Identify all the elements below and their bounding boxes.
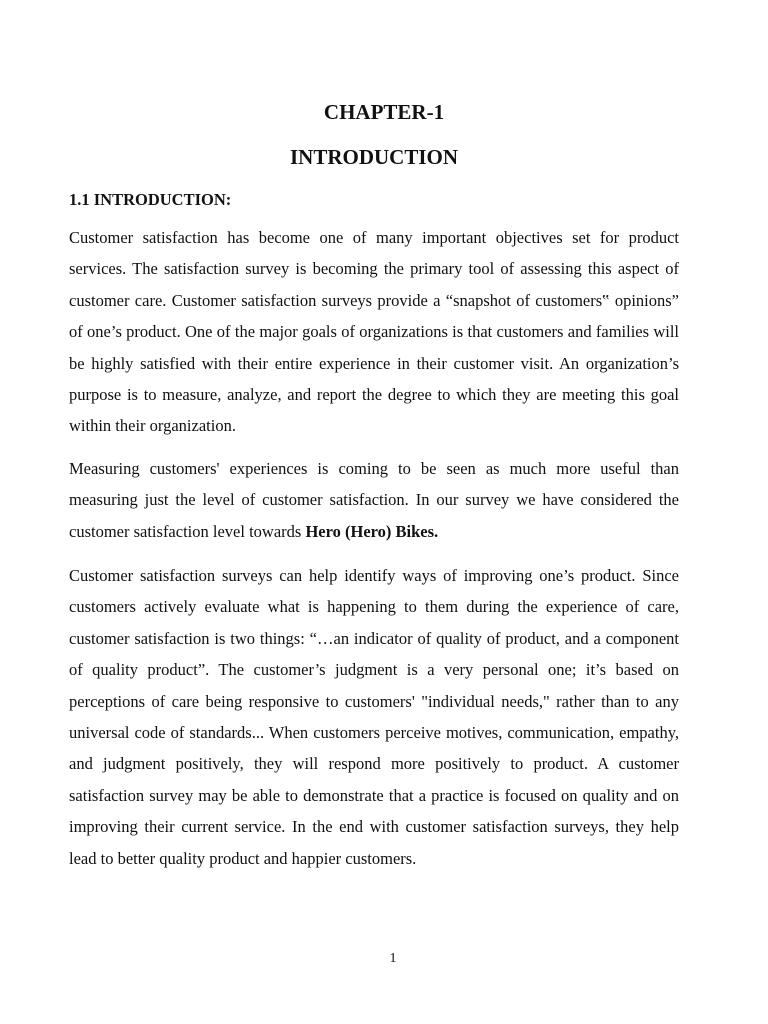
paragraph-2-bold-text: Hero (Hero) Bikes. [305,521,439,541]
section-heading: 1.1 INTRODUCTION: [69,190,232,209]
paragraph-2 [69,453,679,547]
paragraph-3: Customer satisfaction surveys can help identify ways of improving one’s product. Since customers actively evaluate what is happening to them during the experience of care, customer satisfaction is two things: “…an indicator of quality of product, and a component of quality product”. The customer’s judgment is a very personal one; it’s based on perceptions of care being responsive to customers' "individual needs," rather than to any universal code of standards... When customers perceive motives, communication, empathy, and judgment positively, they will respond more positively to product. A customer satisfaction survey may be able to demonstrate that a practice is focused on quality and on improving their current service. In the end with customer satisfaction surveys, they help lead to better quality product and happier customers. [69,566,679,868]
page-number: 1 [389,951,397,966]
chapter-title: INTRODUCTION [289,145,459,169]
paragraph-2-text: Measuring customers' experiences is coming to be seen as much more useful than measuring just the level of customer satisfaction. In our survey we have considered the customer satisfaction level towards [69,459,679,541]
paragraph-1: Customer satisfaction has become one of many important objectives set for product services. The satisfaction survey is becoming the primary tool of assessing this aspect of customer care. Customer satisfaction surveys provide a “snapshot of customers‟ opinions” of one’s product. One of the major goals of organizations is that customers and families will be highly satisfied with their entire experience in their customer visit. An organization’s purpose is to measure, analyze, and report the degree to which they are meeting this goal within their organization. [69,228,679,436]
chapter-number: CHAPTER-1 [323,100,445,124]
